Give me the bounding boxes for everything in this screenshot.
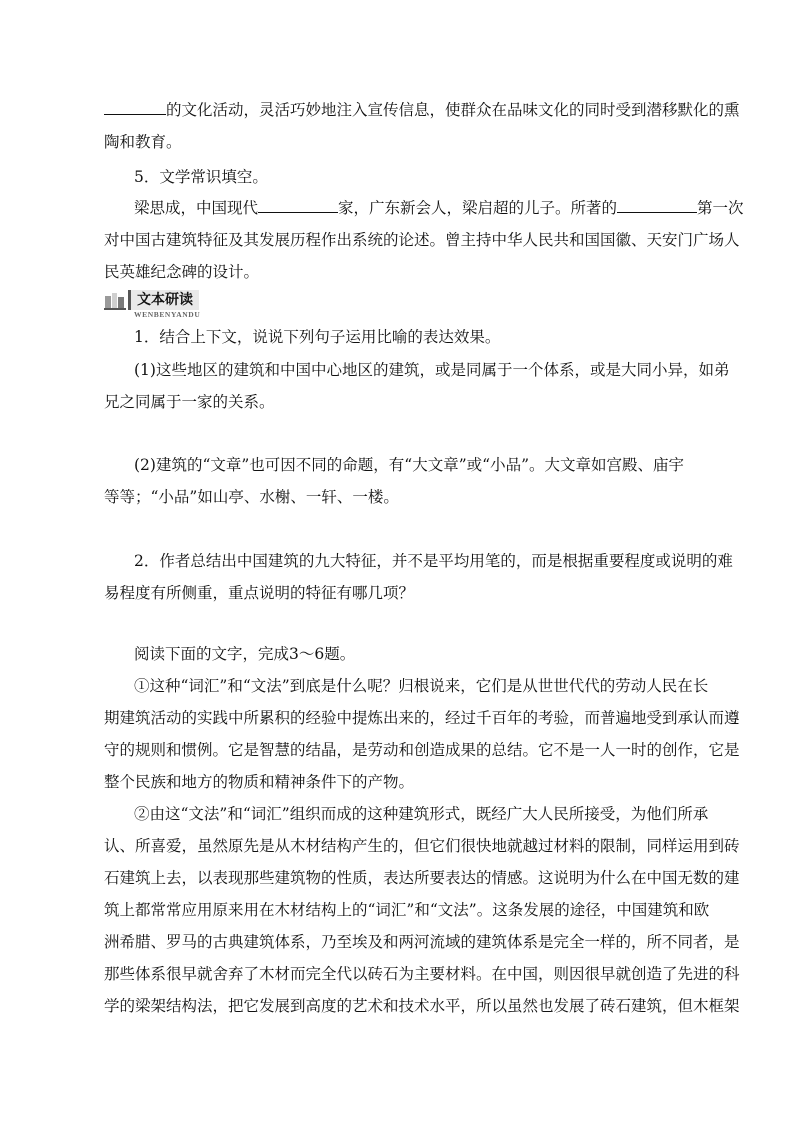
- paragraph-line: 学的梁架结构法，把它发展到高度的艺术和技术水平，所以虽然也发展了砖石建筑，但木框架: [104, 997, 740, 1015]
- paragraph-line: 等等；“小品”如山亭、水榭、一轩、一楼。: [104, 488, 399, 506]
- question-2-line: 2．作者总结出中国建筑的九大特征，并不是平均用笔的，而是根据重要程度或说明的难: [134, 552, 733, 570]
- paragraph-line: 期建筑活动的实践中所累积的经验中提炼出来的，经过千百年的考验，而普遍地受到承认而遵: [104, 709, 740, 727]
- section-title: 文本研读: [128, 290, 199, 310]
- paragraph-line: ②由这“文法”和“词汇”组织而成的这种建筑形式，既经广大人民所接受，为他们所承: [134, 805, 709, 823]
- fill-blank: [617, 197, 697, 213]
- paragraph-line: 筑上都常常应用原来用在木材结构上的“词汇”和“文法”。这条发展的途径，中国建筑和欧: [104, 901, 710, 919]
- paragraph-line: 梁思成，中国现代 家，广东新会人，梁启超的儿子。所著的 第一次: [134, 199, 744, 217]
- paragraph-line: 洲希腊、罗马的古典建筑体系，乃至埃及和两河流域的建筑体系是完全一样的，所不同者，是: [104, 933, 740, 951]
- paragraph-line: 认、所喜爱，虽然原先是从木材结构产生的，但它们很快地就越过材料的限制，同样运用到砖: [104, 837, 740, 855]
- paragraph-line: 石建筑上去，以表现那些建筑物的性质，表达所要表达的情感。这说明为什么在中国无数的建: [104, 869, 740, 887]
- paragraph-line: 的文化活动，灵活巧妙地注入宣传信息，使群众在品味文化的同时受到潜移默化的熏: [104, 99, 724, 121]
- paragraph-line: ①这种“词汇”和“文法”到底是什么呢？归根说来，它们是从世世代代的劳动人民在长: [134, 677, 709, 695]
- fill-blank: [104, 99, 166, 115]
- question-1-title: 1．结合上下文，说说下列句子运用比喻的表达效果。: [134, 328, 501, 346]
- paragraph-line: 整个民族和地方的物质和精神条件下的产物。: [104, 773, 415, 791]
- paragraph-line: (2)建筑的“文章”也可因不同的命题，有“大文章”或“小品”。大文章如宫殿、庙宇: [134, 456, 685, 474]
- section-book-icon: [104, 292, 126, 310]
- question-5-title: 5．文学常识填空。: [134, 168, 268, 186]
- paragraph-line: 对中国古建筑特征及其发展历程作出系统的论述。曾主持中华人民共和国国徽、天安门广场人: [104, 231, 740, 249]
- paragraph-line: 陶和教育。: [104, 133, 182, 151]
- paragraph-line: 民英雄纪念碑的设计。: [104, 263, 260, 281]
- fill-blank: [258, 197, 338, 213]
- paragraph-line: 易程度有所侧重，重点说明的特征有哪几项？: [104, 584, 415, 602]
- reading-prompt: 阅读下面的文字，完成3～6题。: [134, 645, 356, 663]
- paragraph-line: 兄之同属于一家的关系。: [104, 393, 275, 411]
- paragraph-line: 守的规则和惯例。它是智慧的结晶，是劳动和创造成果的总结。它不是一人一时的创作，它是: [104, 741, 740, 759]
- paragraph-line: (1)这些地区的建筑和中国中心地区的建筑，或是同属于一个体系，或是大同小异，如弟: [134, 361, 730, 379]
- paragraph-line: 那些体系很早就舍弃了木材而完全代以砖石为主要材料。在中国，则因很早就创造了先进的科: [104, 965, 740, 983]
- section-subtitle: WENBENYANDU: [134, 310, 201, 319]
- section-header: [104, 290, 244, 320]
